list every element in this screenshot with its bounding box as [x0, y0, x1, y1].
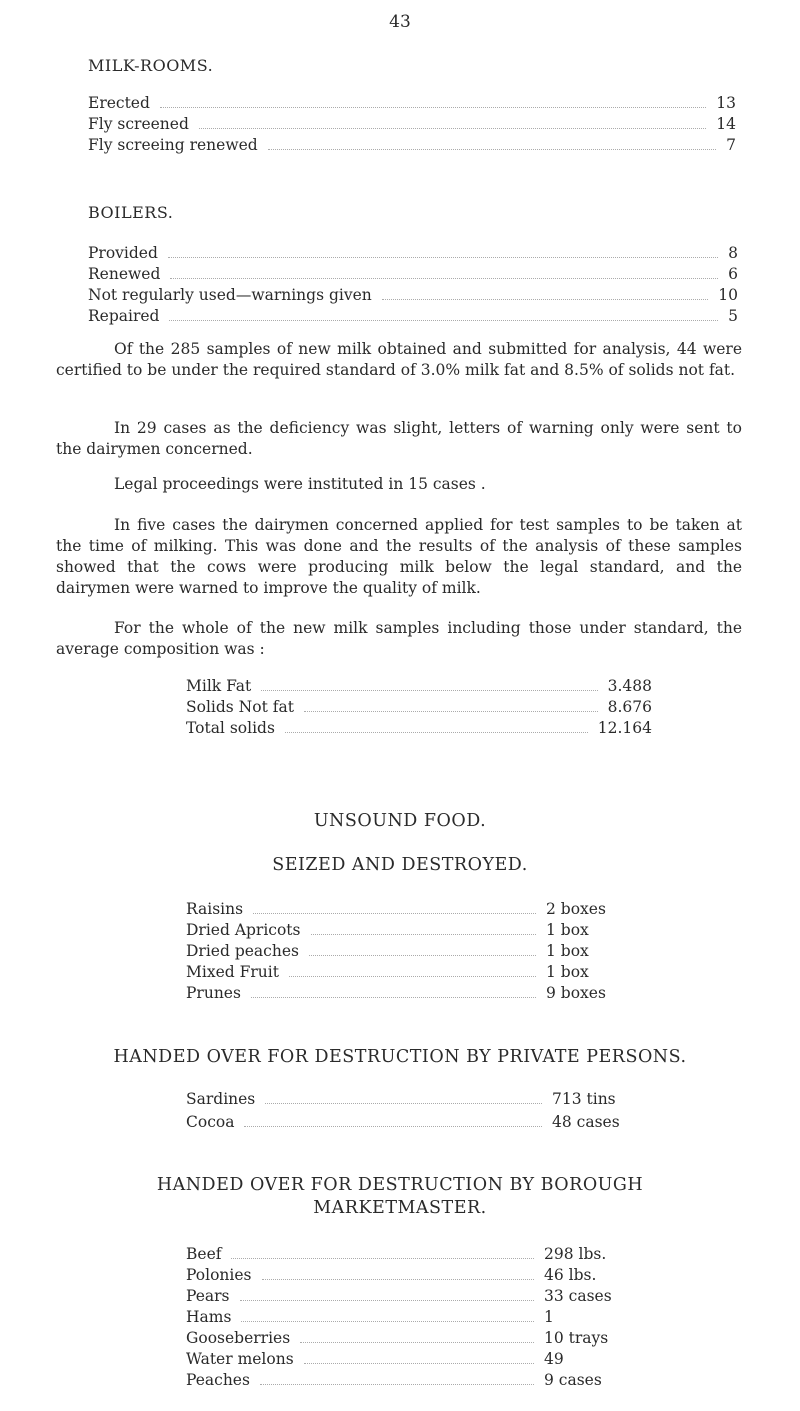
row-label: Cocoa	[186, 1113, 235, 1131]
row-label: Fly screeing renewed	[88, 136, 258, 154]
row-label: Repaired	[88, 307, 160, 325]
row-label: Milk Fat	[186, 677, 252, 695]
milk-rooms-row	[88, 94, 736, 113]
milk-rooms-row	[88, 136, 736, 155]
borough-row	[186, 1371, 666, 1390]
dot-leader	[289, 976, 536, 977]
row-value: 48 cases	[552, 1113, 620, 1131]
dot-leader	[160, 107, 706, 108]
row-value: 9 boxes	[546, 984, 606, 1002]
borough-heading: HANDED OVER FOR DESTRUCTION BY BOROUGH	[156, 1175, 644, 1195]
row-label: Dried peaches	[186, 942, 299, 960]
seized-destroyed-heading: SEIZED AND DESTROYED.	[272, 855, 528, 875]
private-persons-heading: HANDED OVER FOR DESTRUCTION BY PRIVATE PERSONS.	[113, 1047, 687, 1067]
dot-leader	[260, 1384, 534, 1385]
row-label: Mixed Fruit	[186, 963, 279, 981]
row-value: 8	[728, 244, 738, 262]
row-value: 1 box	[546, 942, 589, 960]
row-value: 9 cases	[544, 1371, 602, 1389]
row-label: Gooseberries	[186, 1329, 291, 1347]
dot-leader	[170, 278, 718, 279]
row-label: Raisins	[186, 900, 244, 918]
dot-leader	[169, 320, 718, 321]
row-value: 1 box	[546, 921, 589, 939]
paragraph: For the whole of the new milk samples including those under standard, the average composition was :	[56, 619, 742, 658]
borough-row	[186, 1350, 666, 1369]
borough-row	[186, 1329, 666, 1348]
milk-rooms-row	[88, 115, 736, 134]
composition-row	[186, 698, 652, 717]
private-row	[186, 1090, 670, 1109]
row-label: Solids Not fat	[186, 698, 294, 716]
dot-leader	[309, 955, 536, 956]
borough-row	[186, 1245, 666, 1264]
page-number: 43	[389, 12, 411, 32]
row-value: 8.676	[607, 698, 652, 716]
row-label: Erected	[88, 94, 150, 112]
row-value: 713 tins	[552, 1090, 616, 1108]
row-label: Provided	[88, 244, 158, 262]
row-value: 12.164	[597, 719, 652, 737]
dot-leader	[199, 128, 706, 129]
dot-leader	[285, 732, 588, 733]
row-value: 3.488	[607, 677, 652, 695]
dot-leader	[300, 1342, 534, 1343]
row-label: Pears	[186, 1287, 230, 1305]
paragraph: Of the 285 samples of new milk obtained and submitted for analysis, 44 were certified to be under the required standard of 3.0% milk fat and 8.5% of solids not fat.	[56, 340, 742, 379]
dot-leader	[240, 1300, 534, 1301]
row-label: Water melons	[186, 1350, 294, 1368]
milk-rooms-heading: MILK-ROOMS.	[88, 56, 214, 75]
row-value: 2 boxes	[546, 900, 606, 918]
boilers-row	[88, 286, 738, 305]
row-value: 1	[544, 1308, 554, 1326]
row-label: Renewed	[88, 265, 161, 283]
paragraph: In five cases the dairymen concerned applied for test samples to be taken at the time of milking. This was done and the results of the analysis of these samples showed that the cows were producing milk below the legal standard, and the dairymen were warned to improve the quality of milk.	[56, 516, 742, 597]
dot-leader	[168, 257, 718, 258]
dot-leader	[268, 149, 716, 150]
dot-leader	[253, 913, 536, 914]
row-label: Fly screened	[88, 115, 189, 133]
dot-leader	[265, 1103, 542, 1104]
row-label: Polonies	[186, 1266, 252, 1284]
paragraph: In 29 cases as the deficiency was slight, letters of warning only were sent to the dairymen concerned.	[56, 419, 742, 458]
boilers-row	[88, 265, 738, 284]
private-row	[186, 1113, 670, 1132]
composition-row	[186, 677, 652, 696]
dot-leader	[311, 934, 537, 935]
row-label: Hams	[186, 1308, 232, 1326]
row-label: Peaches	[186, 1371, 250, 1389]
row-value: 5	[728, 307, 738, 325]
row-value: 33 cases	[544, 1287, 612, 1305]
dot-leader	[304, 711, 598, 712]
composition-row	[186, 719, 652, 738]
dot-leader	[251, 997, 536, 998]
row-value: 46 lbs.	[544, 1266, 597, 1284]
row-label: Dried Apricots	[186, 921, 301, 939]
row-value: 298 lbs.	[544, 1245, 607, 1263]
row-label: Sardines	[186, 1090, 256, 1108]
boilers-row	[88, 307, 738, 326]
dot-leader	[382, 299, 709, 300]
dot-leader	[262, 1279, 535, 1280]
seized-row	[186, 984, 664, 1003]
borough-heading-line2: MARKETMASTER.	[313, 1198, 487, 1218]
boilers-row	[88, 244, 738, 263]
row-value: 10	[718, 286, 738, 304]
row-label: Prunes	[186, 984, 241, 1002]
row-value: 14	[716, 115, 736, 133]
row-value: 13	[716, 94, 736, 112]
unsound-food-heading: UNSOUND FOOD.	[313, 811, 487, 831]
row-label: Not regularly used—warnings given	[88, 286, 372, 304]
row-label: Total solids	[186, 719, 275, 737]
dot-leader	[231, 1258, 534, 1259]
row-value: 1 box	[546, 963, 589, 981]
row-value: 6	[728, 265, 738, 283]
borough-row	[186, 1266, 666, 1285]
dot-leader	[244, 1126, 542, 1127]
row-value: 10 trays	[544, 1329, 609, 1347]
row-value: 7	[726, 136, 736, 154]
borough-row	[186, 1287, 666, 1306]
seized-row	[186, 900, 664, 919]
dot-leader	[241, 1321, 534, 1322]
row-value: 49	[544, 1350, 564, 1368]
seized-row	[186, 942, 664, 961]
boilers-heading: BOILERS.	[88, 203, 174, 222]
seized-row	[186, 921, 664, 940]
dot-leader	[261, 690, 597, 691]
dot-leader	[304, 1363, 534, 1364]
paragraph: Legal proceedings were instituted in 15 cases .	[114, 475, 486, 493]
borough-row	[186, 1308, 666, 1327]
row-label: Beef	[186, 1245, 222, 1263]
seized-row	[186, 963, 664, 982]
